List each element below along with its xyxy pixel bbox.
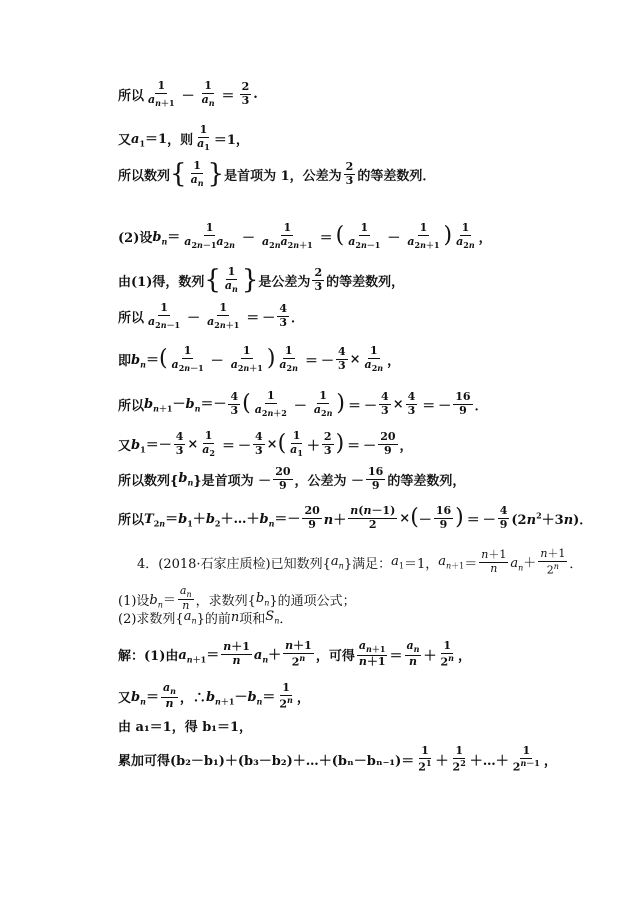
fraction: $\frac{16}{9}$ [435,504,452,531]
fraction: $\frac{4}{3}$ [381,389,389,417]
fraction: $\frac{20}{9}$ [275,465,291,492]
text: 所以 [118,88,145,104]
fraction: $\frac{a_n}{n}$ [406,639,420,668]
fraction: $\frac{1}{a_{2n}}$ [456,221,475,250]
fraction: $\frac{4}{9}$ [499,504,508,531]
fraction: $\frac{1}{a_{2n}}$ [364,344,384,373]
fraction: $\frac{2}{3}$ [323,429,332,457]
text: ． [569,556,583,572]
text: 又 [118,132,132,148]
text: ，则 [167,132,194,148]
fraction: $\frac{1}{a_{2n-1}}$ [148,301,181,330]
text: 的等差数列， [326,274,405,290]
fraction: $\frac{1}{a_{2n+1}}$ [207,301,240,330]
text: 所以 [118,310,145,326]
text: 所以 [118,398,145,414]
fraction: $\frac{2}{3}$ [345,159,354,187]
text: ，公差为 － [294,473,365,489]
line-9: 又 $b_1=-$ $\frac{4}{3}$ × $\frac{1}{a_2}$ ＝ － $\frac{4}{3}$ × ( $\frac{1}{a_1}$ ＋ $\frac{2}{3}$ ) ＝ － $\frac{20}{9}$ ， [118,429,413,458]
line-11: 所以 $T_{2n}=b_1+b_2+\dots+b_n=-$ $\frac{20}{9}$ n＋ $\frac{n(n-1)}{2}$ × ( － $\frac{16}{9}$ ) ＝ － $\frac{4}{9}$ $(2n^2+3n)$． [118,504,593,531]
text: 即 [118,353,132,369]
fraction: $\frac{1}{a_2}$ [202,429,215,458]
fraction: $\frac{16}{9}$ [368,465,384,492]
fraction: $\frac{1}{2^1}$ [418,744,432,774]
line-10: 所以数列{ $b_n$ }是首项为 － $\frac{20}{9}$ ，公差为 － $\frac{16}{9}$ 的等差数列， [118,465,466,492]
line-6: 所以 $\frac{1}{a_{2n-1}}$ － $\frac{1}{a_{2n+1}}$ ＝ － $\frac{4}{3}$ ． [118,301,304,330]
text: ． [279,612,293,627]
solution-line-4: 累加可得(b₂－b₁)＋(b₃－b₂)＋…＋(bₙ－bₙ₋₁)＝ $\frac{1}{2^1}$ ＋ $\frac{1}{2^2}$ ＋…＋ $\frac{1}{2^{n-1}}$ ， [118,744,557,774]
fraction: $\frac{n+1}{2^n}$ [540,547,566,577]
text: 解：(1)由 [118,648,179,664]
text: (2)求数列{ [118,612,184,627]
text: 是公差为 [258,274,311,290]
fraction: $\frac{1}{a_{2n}}$ [279,344,298,373]
fraction: $\frac{1}{a_{2n+2}}$ [254,389,287,418]
text: 的等差数列， [387,473,466,489]
text: 所以 [118,512,145,528]
text: 项和 [239,612,266,627]
text: 累加可得(b₂－b₁)＋(b₃－b₂)＋…＋(bₙ－bₙ₋₁)＝ [118,753,415,769]
fraction: $\frac{20}{9}$ [304,504,320,531]
fraction: $\frac{1}{a_{2n}}$ [313,389,333,418]
solution-line-1: 解：(1)由 $a_{n+1}=$ $\frac{n+1}{n}$ $a_n+$ $\frac{n+1}{2^n}$ ，可得 $\frac{a_{n+1}}{n+1}$ ＝ $\frac{a_n}{n}$ ＋ $\frac{1}{2^n}$ ， [118,639,471,669]
fraction: $\frac{16}{9}$ [455,389,471,417]
fraction: $\frac{n+1}{n}$ [481,548,507,575]
fraction: $\frac{1}{2^{n-1}}$ [512,744,540,774]
text: ，求数列{ [195,593,256,609]
text: ，可得 [315,648,355,664]
text: 是首项为 1，公差为 [224,168,342,184]
fraction: $\frac{a_n}{n}$ [179,584,192,613]
line-1: 所以 $\frac{1}{a_{n+1}}$ － $\frac{1}{a_n}$ ＝ $\frac{2}{3}$ . [118,79,258,108]
text: 由(1)得，数列 [118,274,205,290]
line-3: 所以数列 { $\frac{1}{a_n}$ } 是首项为 1，公差为 $\frac{2}{3}$ 的等差数列． [118,159,436,189]
text: ，∴ [179,690,206,706]
fraction: $\frac{2}{3}$ [314,265,323,293]
fraction: $\frac{1}{2^n}$ [279,681,293,711]
text: 又 [118,690,132,706]
line-4: (2)设 $b_n=$ $\frac{1}{a_{2n-1}a_{2n}}$ － $\frac{1}{a_{2n}a_{2n+1}}$ ＝ ( $\frac{1}{a_{2n-1}}$ － $\frac{1}{a_{2n+1}}$ ) $\frac{1}{a_{2n}}$ ， [118,221,492,250]
text: }满足： [343,556,392,572]
line-7: 即 $b_n=$ ( $\frac{1}{a_{2n-1}}$ － $\frac{1}{a_{2n+1}}$ ) $\frac{1}{a_{2n}}$ ＝ － $\frac{4}{3}$ × $\frac{1}{a_{2n}}$ ， [118,344,401,373]
line-5: 由(1)得，数列 { $\frac{1}{a_n}$ } 是公差为 $\frac{2}{3}$ 的等差数列， [118,265,405,295]
fraction: $\frac{1}{a_1}$ [290,429,303,458]
text: 又 [118,438,132,454]
text: 4．(2018·石家庄质检)已知数列{ [137,556,331,572]
fraction: $\frac{1}{a_n}$ [190,159,204,188]
fraction: $\frac{a_{n+1}}{n+1}$ [358,639,386,668]
fraction: $\frac{a_n}{n}$ [162,681,176,710]
fraction: $\frac{4}{3}$ [230,389,239,417]
text: 由 a₁＝1，得 b₁＝1， [118,720,253,735]
text: }的通项公式； [269,593,356,609]
fraction: $\frac{1}{a_{2n-1}a_{2n}}$ [184,221,235,250]
text: ＝ [464,556,478,572]
fraction: $\frac{1}{a_{2n+1}}$ [407,221,440,250]
text: ＝1， [213,132,249,148]
fraction: $\frac{1}{2^2}$ [452,744,466,774]
line-8: 所以 $b_{n+1}-b_n=-$ $\frac{4}{3}$ ( $\frac{1}{a_{2n+2}}$ － $\frac{1}{a_{2n}}$ ) ＝ － $\frac{4}{3}$ × $\frac{4}{3}$ ＝ － $\frac{16}{9}$ ． [118,389,488,418]
fraction: $\frac{n+1}{2^n}$ [285,639,312,669]
fraction: $\frac{1}{2^n}$ [440,639,454,669]
fraction: $\frac{1}{a_{2n}a_{2n+1}}$ [261,221,313,250]
text: }的前 [196,612,231,627]
fraction: $\frac{4}{3}$ [279,301,287,329]
fraction: $\frac{4}{3}$ [407,389,416,417]
fraction: $\frac{n+1}{n}$ [223,640,250,667]
question-4-part-1: (1)设 $b_n=$ $\frac{a_n}{n}$ ，求数列{ $b_n$ }的通项公式； [118,584,356,613]
line-2: 又 $a_1=1$ ，则 $\frac{1}{a_1}$ ＝1， [118,123,249,152]
fraction: $\frac{1}{a_1}$ [197,123,210,152]
text: }是首项为 － [193,473,272,489]
fraction: $\frac{1}{a_{n+1}}$ [148,79,175,108]
solution-line-2: 又 $b_n=$ $\frac{a_n}{n}$ ，∴ $b_{n+1}-b_n=$ $\frac{1}{2^n}$ ， [118,681,310,711]
text: 所以数列 [118,168,171,184]
text: (2)设 [118,230,153,246]
solution-line-3 [118,716,252,735]
fraction: $\frac{1}{a_n}$ [224,265,238,294]
text: ＝1， [403,556,439,572]
fraction: $\frac{2}{3}$ [241,79,250,107]
question-4-part-2: (2)求数列{ $a_n$ }的前 n 项和 $S_n$ ． [118,609,293,627]
text: 的等差数列． [357,168,436,184]
question-4: 4．(2018·石家庄质检)已知数列{ $a_n$ }满足： $a_1$ ＝1， $a_{n+1}$ ＝ $\frac{n+1}{n}$ $a_n+$ $\frac{n+1}{2^n}$ ． [137,547,583,577]
fraction: $\frac{n(n-1)}{2}$ [350,504,396,531]
fraction: $\frac{1}{a_{2n-1}}$ [171,344,204,373]
text: . [253,86,258,102]
fraction: $\frac{20}{9}$ [380,429,396,457]
fraction: $\frac{1}{a_{2n-1}}$ [348,221,381,250]
text: (1)设 [118,593,150,609]
fraction: $\frac{4}{3}$ [337,344,346,372]
fraction: $\frac{1}{a_n}$ [201,79,215,108]
fraction: $\frac{4}{3}$ [255,429,263,457]
fraction: $\frac{1}{a_{2n+1}}$ [230,344,263,373]
text: 所以数列{ [118,473,179,489]
fraction: $\frac{4}{3}$ [175,429,184,457]
